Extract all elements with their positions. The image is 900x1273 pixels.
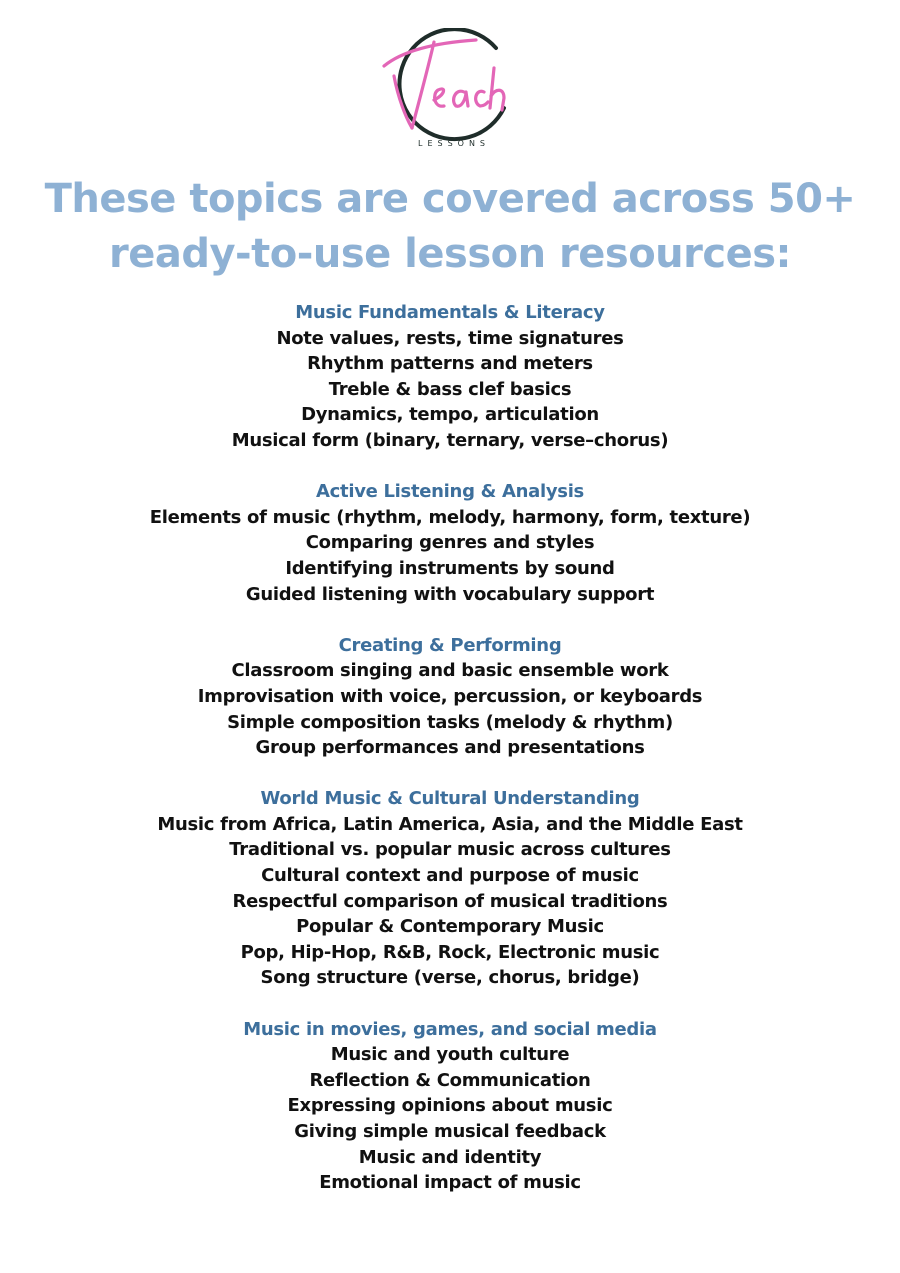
topic-item: Dynamics, tempo, articulation [301, 404, 599, 426]
section-heading: World Music & Cultural Understanding [260, 788, 640, 810]
topic-item: Guided listening with vocabulary support [245, 583, 655, 605]
topic-item: Cultural context and purpose of music [261, 865, 639, 887]
section-heading: Active Listening & Analysis [316, 481, 584, 503]
topic-item: Respectful comparison of musical traditions [232, 890, 668, 912]
topic-item: Rhythm patterns and meters [307, 353, 593, 375]
topic-item: Group performances and presentations [255, 737, 645, 759]
topic-item: Treble & bass clef basics [328, 378, 572, 400]
topic-item: Expressing opinions about music [287, 1095, 613, 1117]
topic-item: Music and youth culture [330, 1044, 570, 1066]
topic-item: Simple composition tasks (melody & rhythm) [227, 711, 673, 733]
headline-line-1: These topics are covered across 50+ [44, 176, 856, 222]
section-music-fundamentals [0, 300, 900, 454]
topic-item: Reflection & Communication [309, 1069, 591, 1091]
topic-item: Pop, Hip-Hop, R&B, Rock, Electronic music [240, 941, 660, 963]
section-heading: Creating & Performing [338, 634, 562, 656]
topic-item: Song structure (verse, chorus, bridge) [260, 967, 640, 989]
section-heading: Music in movies, games, and social media [243, 1018, 657, 1040]
topic-item: Music from Africa, Latin America, Asia, and the Middle East [157, 813, 743, 835]
topic-item: Improvisation with voice, percussion, or keyboards [197, 685, 703, 707]
teach-lessons-logo [376, 28, 526, 158]
topic-item: Musical form (binary, ternary, verse–chorus) [231, 429, 669, 451]
headline [0, 172, 900, 282]
topic-item: Elements of music (rhythm, melody, harmony, form, texture) [149, 506, 751, 528]
section-world-music [0, 786, 900, 991]
topic-item: Music and identity [358, 1146, 542, 1168]
topics-list [0, 300, 900, 1221]
section-music-in-media [0, 1017, 900, 1196]
logo-sub-text: LESSONS [417, 139, 491, 148]
section-creating-performing [0, 633, 900, 761]
topic-item: Popular & Contemporary Music [296, 916, 604, 938]
topic-item: Giving simple musical feedback [294, 1121, 606, 1142]
topic-item: Identifying instruments by sound [285, 557, 615, 579]
headline-line-2: ready-to-use lesson resources: [108, 231, 792, 277]
topic-item: Note values, rests, time signatures [276, 327, 624, 349]
topic-item: Emotional impact of music [319, 1172, 581, 1194]
topic-item: Traditional vs. popular music across cultures [229, 839, 671, 861]
topic-item: Classroom singing and basic ensemble work [231, 660, 669, 682]
topic-item: Comparing genres and styles [305, 532, 595, 554]
section-heading: Music Fundamentals & Literacy [295, 302, 605, 323]
section-active-listening [0, 479, 900, 607]
